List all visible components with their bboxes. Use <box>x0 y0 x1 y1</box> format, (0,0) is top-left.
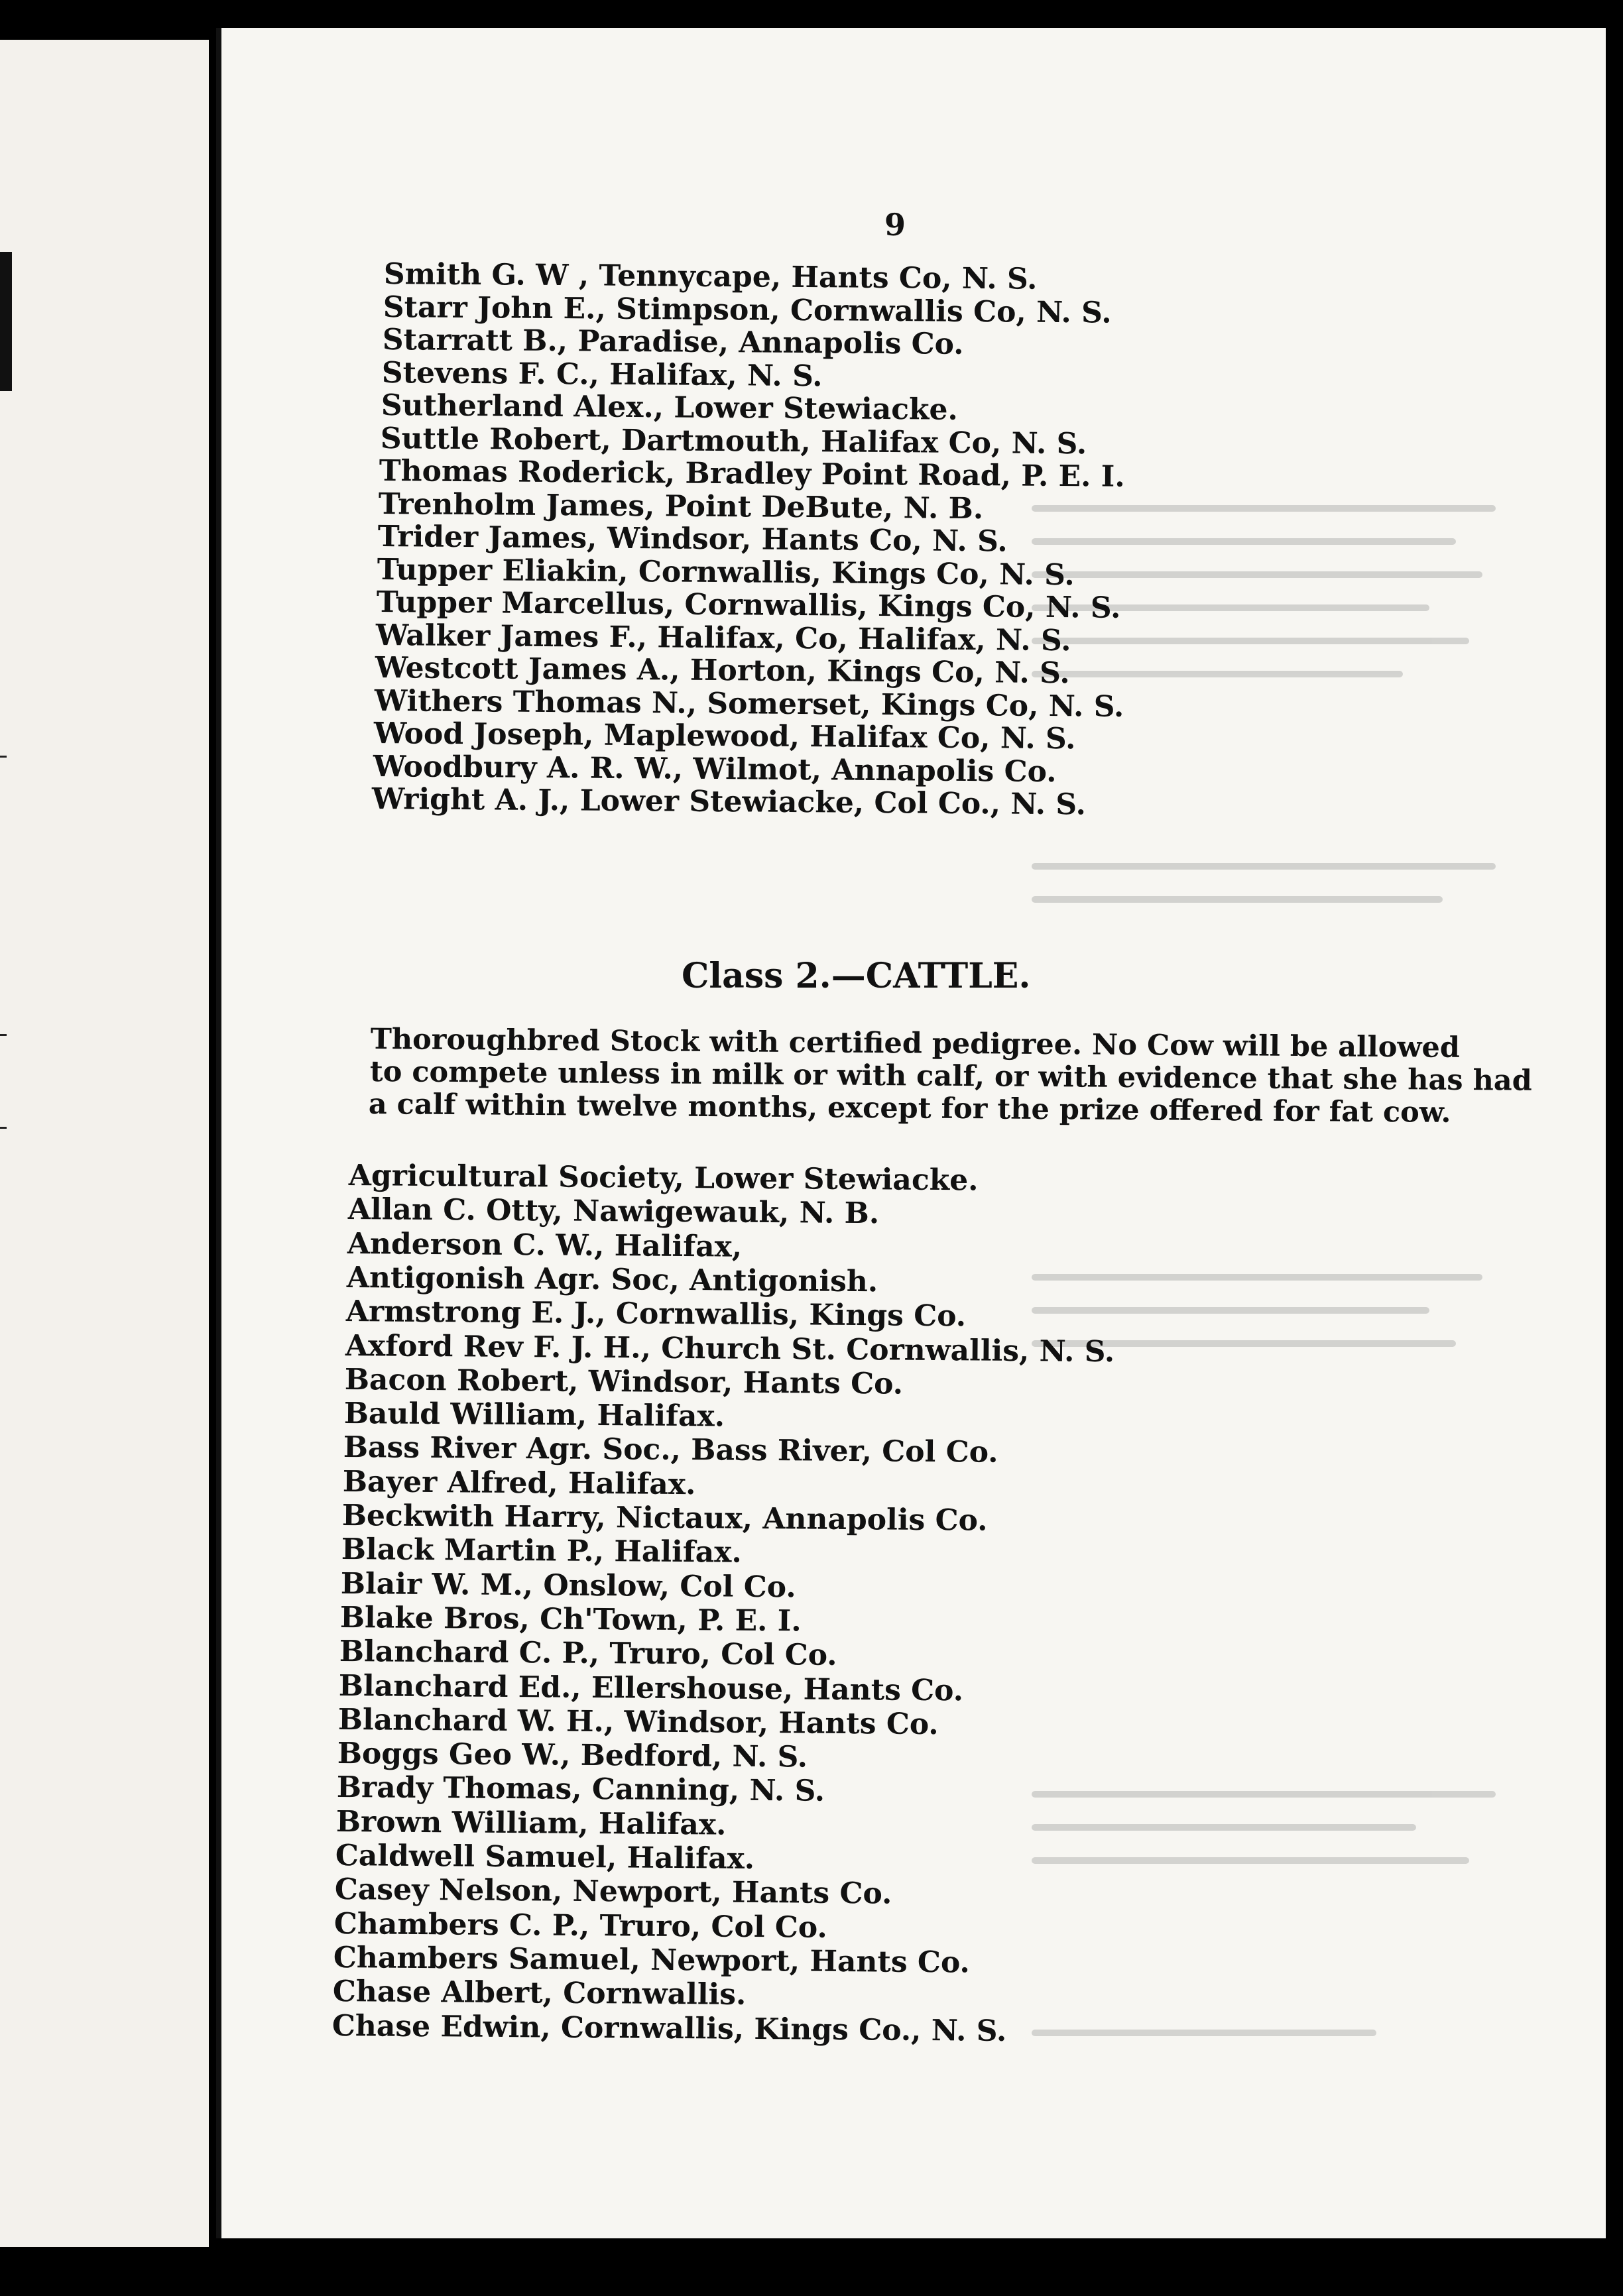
list-item: Tupper Marcellus, Cornwallis, Kings Co, N. S. <box>376 585 1121 625</box>
list-item: Beckwith Harry, Nictaux, Annapolis Co. <box>341 1499 988 1538</box>
list-item: Sutherland Alex., Lower Stewiacke. <box>381 388 958 427</box>
page-number: 9 <box>884 207 906 243</box>
list-item: Blanchard W. H., Windsor, Hants Co. <box>337 1702 939 1741</box>
list-item: Wood Joseph, Maplewood, Halifax Co, N. S. <box>373 717 1076 756</box>
list-item: Black Martin P., Halifax. <box>341 1532 743 1570</box>
list-item: Brady Thomas, Canning, N. S. <box>336 1770 825 1809</box>
list-item: Starratt B., Paradise, Annapolis Co. <box>382 323 964 361</box>
document-page <box>216 28 1606 2238</box>
list-item: Blair W. M., Onslow, Col Co. <box>340 1566 796 1604</box>
list-item: Antigonish Agr. Soc, Antigonish. <box>346 1260 878 1299</box>
list-item: Chase Edwin, Cornwallis, Kings Co., N. S. <box>331 2008 1007 2048</box>
list-item: Blanchard Ed., Ellershouse, Hants Co. <box>338 1668 964 1707</box>
list-item: Tupper Eliakin, Cornwallis, Kings Co, N. S. <box>377 552 1075 592</box>
list-item: Walker James F., Halifax, Co, Halifax, N. S. <box>375 618 1071 658</box>
list-item: Chambers C. P., Truro, Col Co. <box>333 1906 827 1945</box>
list-item: Trider James, Windsor, Hants Co, N. S. <box>377 520 1008 559</box>
facing-page-mark <box>0 756 7 758</box>
list-item: Anderson C. W., Halifax, <box>347 1226 743 1264</box>
list-item: Casey Nelson, Newport, Hants Co. <box>334 1872 892 1911</box>
facing-page-edge <box>0 40 209 2247</box>
facing-page-mark <box>0 1034 7 1036</box>
list-item: Bacon Robert, Windsor, Hants Co. <box>344 1362 904 1401</box>
intro-line: a calf within twelve months, except for the prize offered for fat cow. <box>368 1088 1451 1129</box>
list-item: Chambers Samuel, Newport, Hants Co. <box>333 1940 971 1980</box>
facing-page-mark <box>0 1127 7 1129</box>
bleed-through-texture <box>1032 280 1535 2149</box>
list-item: Bass River Agr. Soc., Bass River, Col Co. <box>343 1430 998 1470</box>
list-item: Brown William, Halifax. <box>335 1804 727 1842</box>
list-item: Trenholm James, Point DeBute, N. B. <box>378 487 984 526</box>
list-item: Caldwell Samuel, Halifax. <box>335 1839 755 1876</box>
intro-line: Thoroughbred Stock with certified pedigree. No Cow will be allowed <box>370 1023 1461 1064</box>
list-item: Starr John E., Stimpson, Cornwallis Co, N. S. <box>383 290 1112 330</box>
list-item: Blake Bros, Ch'Town, P. E. I. <box>339 1600 802 1638</box>
list-item: Allan C. Otty, Nawigewauk, N. B. <box>347 1192 880 1231</box>
list-item: Withers Thomas N., Somerset, Kings Co, N. S. <box>374 683 1124 724</box>
list-item: Suttle Robert, Dartmouth, Halifax Co, N. S. <box>380 421 1087 461</box>
facing-page-shadow <box>0 252 12 391</box>
list-item: Westcott James A., Horton, Kings Co, N. S. <box>375 651 1070 691</box>
list-item: Boggs Geo W., Bedford, N. S. <box>337 1737 808 1774</box>
class-two-heading: Class 2.—CATTLE. <box>682 956 1031 996</box>
list-item: Armstrong E. J., Cornwallis, Kings Co. <box>345 1294 967 1334</box>
list-item: Woodbury A. R. W., Wilmot, Annapolis Co. <box>373 749 1057 789</box>
list-item: Axford Rev F. J. H., Church St. Cornwallis, N. S. <box>345 1328 1115 1369</box>
list-item: Bayer Alfred, Halifax. <box>342 1464 696 1501</box>
list-item: Chase Albert, Cornwallis. <box>332 1975 747 2012</box>
list-item: Blanchard C. P., Truro, Col Co. <box>339 1635 837 1673</box>
list-item: Stevens F. C., Halifax, N. S. <box>381 355 823 393</box>
page-gutter-rule <box>216 28 221 2238</box>
list-item: Thomas Roderick, Bradley Point Road, P. E. I. <box>379 454 1126 494</box>
list-item: Bauld William, Halifax. <box>343 1397 725 1434</box>
list-item: Smith G. W , Tennycape, Hants Co, N. S. <box>383 257 1038 296</box>
list-item: Wright A. J., Lower Stewiacke, Col Co., N. S. <box>372 782 1087 822</box>
list-item: Agricultural Society, Lower Stewiacke. <box>348 1159 979 1198</box>
intro-line: to compete unless in milk or with calf, or with evidence that she has had <box>369 1055 1532 1098</box>
